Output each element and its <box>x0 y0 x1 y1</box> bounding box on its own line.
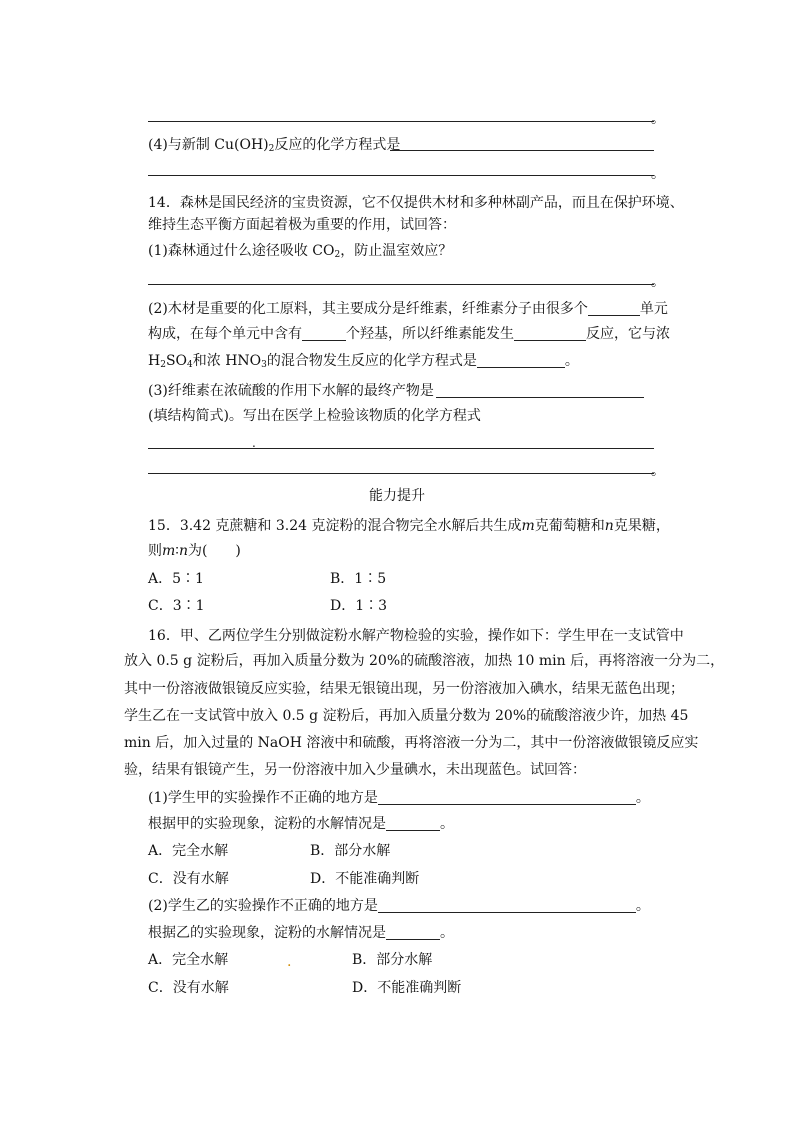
q14-part3-line2: (填结构简式)。写出在医学上检验该物质的化学方程式 <box>148 408 481 424</box>
q14-part1: (1)森林通过什么途径吸收 $CO_2$，防止温室效应？ <box>148 243 453 260</box>
q16-stem-line3: 其中一份溶液做银镜反应实验，结果无银镜出现，另一份溶液加入碘水，结果无蓝色出现； <box>124 681 684 697</box>
q16-part2-follow: 根据乙的实验现象，淀粉的水解情况是 。 <box>148 925 454 941</box>
q15-option-b[interactable]: B．1∶5 <box>330 571 387 587</box>
q15-option-c[interactable]: C．3∶1 <box>148 598 205 614</box>
q15-stem-line1: 15．3.42 克蔗糖和 3.24 克淀粉的混合物完全水解后共生成m克葡萄糖和n克果糖， <box>148 518 670 534</box>
q16-p1-option-b[interactable]: B．部分水解 <box>310 843 391 859</box>
q14-part3-line1: (3)纤维素在浓硫酸的作用下水解的最终产物是 <box>148 383 434 399</box>
blank <box>514 326 586 341</box>
q16-stem-line5: min 后，加入过量的 NaOH 溶液中和硫酸，再将溶液一分为二，其中一份溶液做银镜反应实 <box>124 735 699 751</box>
blank <box>302 326 346 341</box>
q16-p1-option-c[interactable]: C．没有水解 <box>148 871 229 887</box>
blank <box>378 790 636 805</box>
q15-option-d[interactable]: D．1∶3 <box>330 598 388 614</box>
q16-p2-option-c[interactable]: C．没有水解 <box>148 980 229 996</box>
blank <box>386 816 440 831</box>
answer-line <box>148 473 654 474</box>
small-dot: . <box>252 436 256 450</box>
q16-stem-line4: 学生乙在一支试管中放入 0.5 g 淀粉后，再加入质量分数为 20%的硫酸溶液少许，加热 45 <box>124 708 689 724</box>
blank <box>378 898 636 913</box>
answer-line <box>148 448 654 449</box>
q14-part2-line1: (2)木材是重要的化工原料，其主要成分是纤维素，纤维素分子由很多个 单元 <box>148 301 668 317</box>
q16-p1-option-d[interactable]: D．不能准确判断 <box>310 871 420 887</box>
blank <box>588 301 640 316</box>
q14-stem-line2: 维持生态平衡方面起着极为重要的作用，试回答： <box>148 217 456 233</box>
blank <box>477 353 565 368</box>
q16-p2-option-a[interactable]: A．完全水解 <box>148 952 229 968</box>
answer-line <box>148 121 654 122</box>
answer-line <box>390 150 654 151</box>
q15-stem-line2: 则m∶n为( ) <box>148 543 241 559</box>
answer-line <box>436 397 644 398</box>
q16-part1-follow: 根据甲的实验现象，淀粉的水解情况是 。 <box>148 816 454 832</box>
q14-stem-line1: 14．森林是国民经济的宝贵资源，它不仅提供木材和多种林副产品，而且在保护环境、 <box>148 195 684 211</box>
q16-part2-label: (2)学生乙的实验操作不正确的地方是 。 <box>148 898 650 914</box>
answer-line <box>148 175 654 176</box>
q16-stem-line1: 16．甲、乙两位学生分别做淀粉水解产物检验的实验，操作如下：学生甲在一支试管中 <box>148 628 684 644</box>
q16-stem-line2: 放入 0.5 g 淀粉后，再加入质量分数为 20%的硫酸溶液，加热 10 min 后，再将溶液一分为二， <box>124 653 725 669</box>
q16-part1-label: (1)学生甲的实验操作不正确的地方是 。 <box>148 790 650 806</box>
period-mark: 。 <box>651 463 665 479</box>
period-mark: 。 <box>651 274 665 290</box>
q14-part2-line3: $H_2SO_4$和浓 $HNO_3$的混合物发生反应的化学方程式是 。 <box>148 353 579 370</box>
blank <box>386 925 440 940</box>
q16-p1-option-a[interactable]: A．完全水解 <box>148 843 229 859</box>
q16-p2-option-d[interactable]: D．不能准确判断 <box>352 980 462 996</box>
q15-option-a[interactable]: A．5∶1 <box>148 571 204 587</box>
period-mark: 。 <box>651 166 665 182</box>
q13-part4-label: (4)与新制 $Cu(OH)_2$反应的化学方程式是 <box>148 137 401 154</box>
q16-p2-option-b[interactable]: B．部分水解 <box>352 952 433 968</box>
q14-part2-line2: 构成，在每个单元中含有 个羟基，所以纤维素能发生 反应，它与浓 <box>148 326 670 342</box>
orange-dot: . <box>287 954 292 970</box>
section-heading: 能力提升 <box>369 488 425 504</box>
answer-line <box>148 284 654 285</box>
period-mark: 。 <box>651 111 665 127</box>
q16-stem-line6: 验，结果有银镜产生，另一份溶液中加入少量碘水，未出现蓝色。试回答： <box>124 762 586 778</box>
